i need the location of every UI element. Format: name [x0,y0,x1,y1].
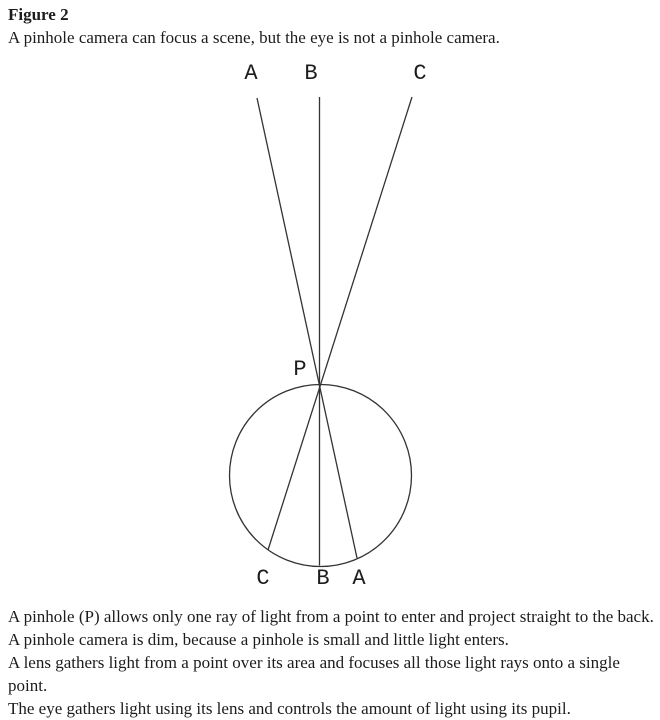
caption-line-2: A pinhole camera is dim, because a pinhole is small and little light enters. [8,630,509,649]
figure-title: Figure 2 [8,5,69,24]
caption-line-4: The eye gathers light using its lens and controls the amount of light using its pupil. [8,699,571,718]
ray-a-line [257,98,357,558]
scene-point-a-label: A [244,61,258,86]
image-point-c-label: C [256,566,270,591]
pinhole-p-label: P [293,357,307,382]
scene-point-b-label: B [304,61,318,86]
image-point-a-label: A [352,566,366,591]
figure-caption [8,605,656,720]
caption-line-1: A pinhole (P) allows only one ray of light from a point to enter and project straight to the back. [8,607,654,626]
caption-line-3: A lens gathers light from a point over its area and focuses all those light rays onto a single point. [8,653,620,695]
figure-subtitle: A pinhole camera can focus a scene, but the eye is not a pinhole camera. [8,28,500,47]
image-point-b-label: B [316,566,330,591]
eye-circle [230,385,412,567]
scene-point-c-label: C [413,61,427,86]
